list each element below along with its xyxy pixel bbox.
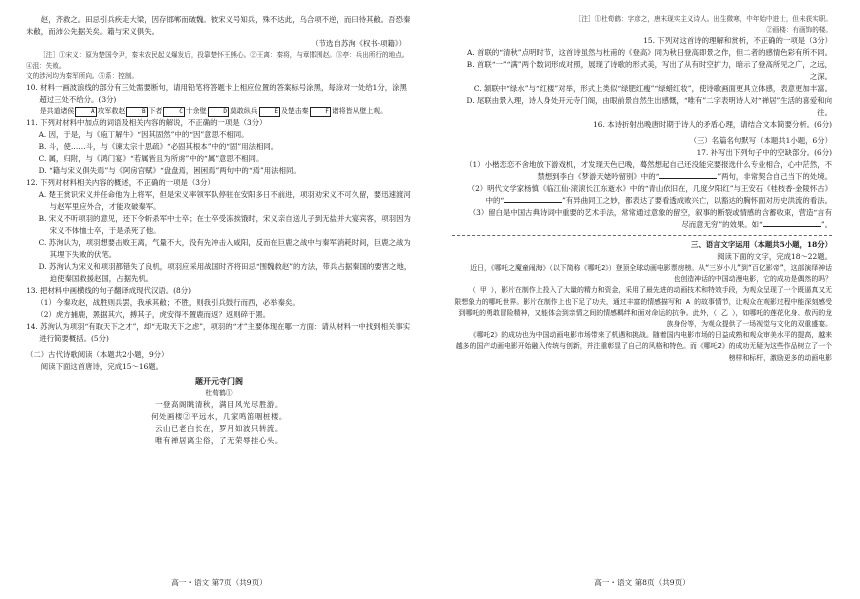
left-column (26, 14, 412, 447)
poem-line: 何处画楼②平远水，几家鸣笛咽桩楼。 (151, 411, 287, 421)
passage-note: ［注］①宋义：原为楚国令尹，秦末农民起义爆发后，投靠楚怀王熊心。②王离：秦将，与章邯围赵。③亭：兵出所行的地点。④沮：失败。 (26, 50, 409, 70)
reading-paragraph-2: （ 甲 ），影片在制作上投入了大量的精力和资金，采用了最先进的动画技术和特效手段，为观众呈现了一个既逼真又无限想象力的哪吒世界。影片在制作上也下足了功夫，通过丰富的情感描写和 A 的故事情节，让观众在观影过程中能深刻感受到哪吒的勇敢冒险精神，又能体会到亲情之间的情感羁绊和面对命运的抗争。此外，（ 乙 ），如哪吒的莲花化身、敖丙的龙族身份等，为观众提供了一场视觉与文化的双重盛宴。 (454, 286, 832, 328)
section-poetry-heading: （二）古代诗歌阅读（本题共2小题，9分） (26, 349, 169, 359)
right-column (452, 14, 838, 364)
section-language-intro: 阅读下面的文字，完成18～22题。 (717, 252, 832, 262)
section-dictation-heading: （三）名篇名句默写（本题共1小题，6分） (689, 136, 832, 146)
q11-option-c: C. 属，归附，与《鸿门宴》“若属皆且为所虏”中的“属”意思不相同。 (38, 154, 264, 164)
answer-blank[interactable] (504, 196, 562, 203)
q11-option-a: A. 因，于是，与《庖丁解牛》“因其固然”中的“因”意思不相同。 (38, 130, 249, 140)
passage-note-cont: 文的涉河均为秦军所向。⑤系：控制。 (26, 72, 139, 81)
q15-option-c: C. 颔联中“绿水”与“红楼”对举，形式上类似“绿肥红瘦”“绿蜡红妆”，使诗歌画面更具立体感，表意更加丰富。 (473, 84, 832, 94)
break-mark-e[interactable]: E (259, 107, 280, 117)
poem-note: ［注］①杜荀鹤：字彦之，唐末现实主义诗人。出生微寒，中年始中进士，但未获实职。 (574, 15, 832, 23)
q17-item-3: （3）留白是中国古典诗词中重要的艺术手法，常常通过意象的留空，叙事的断裂或情感的含蓄收束，营造“言有尽而意无穷”的效果。如“ ”。 (468, 208, 832, 230)
q12-option-c: C. 苏洵认为，项羽想要击败王离，气量不大，没有先冲击入咸阳，反而在巨鹿之战中与秦军消耗时间，巨鹿之战为其埋下失败的伏笔。 (38, 237, 411, 259)
q17-item-2: （2）明代文学家杨慎《临江仙·滚滚长江东逝水》中的“青山依旧在，几度夕阳红”与王安石《桂枝香·金陵怀古》中的“ ”有异曲同工之妙，都表达了要看透成败兴亡，以豁达的胸怀面对历史洪流的看法。 (467, 184, 832, 206)
q11-option-b: B. 斗，使……斗，与《谏太宗十思疏》“必固其根本”中的“固”用法相同。 (38, 142, 279, 152)
break-mark-f[interactable]: F (310, 107, 331, 117)
reading-paragraph-3: 《哪吒2》的成功也为中国动画电影市场带来了机遇和挑战。随着国内电影市场的日益成熟和观众审美水平的提高，越来越多的国产动画电影开始融入传统与创新，并注重彰显了自己的风格和特色。而《哪吒2》的成功无疑为这些作品树立了一个榜样和标杆，激励更多的动画电影 (455, 331, 832, 362)
q15-option-d: D. 尾联由景入理，诗人身处开元寺门阁，由眼前景自然生出感慨，“唯有”二字表明诗人对“禅居”生活的喜爱和向往。 (466, 96, 832, 118)
poem-line: 一登高阁眺清秋，满目风光尽胜游。 (155, 399, 283, 409)
reading-paragraph-1: 近日，《哪吒之魔童闹海》（以下简称《哪吒2》）登顶全球动画电影票房榜。从“三岁小儿”到“百亿影帝”，这部演绎神话也创造神话的中国动漫电影，它的成功是偶然的吗？ (470, 264, 832, 284)
poem-line: 唯有禅居离尘俗，了无荣辱挂心头。 (155, 435, 283, 445)
q11-option-d: D. “籍与宋义俱失焉”与《阿房宫赋》“盘盘焉，困困焉”两句中的“焉”用法相同。 (38, 166, 301, 176)
q12-option-b: B. 宋义不听项羽的意见，还下令斩杀军中士卒；在士卒受冻挨饿时，宋义亲自送儿子到无盐并大宴宾客，项羽因为宋义不体恤士卒，于是杀死了他。 (38, 214, 411, 235)
q13-item-2: （2）虎方捕鹿，罴据其穴，搏其子，虎安得不置鹿而返？返则碎于罴。 (36, 309, 271, 319)
question-16: 16. 本诗折射出晚唐时期于诗人的矛盾心理，请结合文本简要分析。(6分) (593, 120, 832, 130)
q12-option-d: D. 苏洵认为宋义和项羽都错失了良机，项羽应采用战国时齐将田忌“围魏救赵”的方法，带兵占据秦国的要害之地，迫使秦国救援赵国，占据先机。 (38, 261, 412, 283)
answer-blank[interactable] (763, 220, 821, 227)
q17-item-1: （1）小楷恋恋不舍地放下游戏机，才发现天色已晚，蓦然想起自己还没能完要报选什么专业相合，心中茫然，不禁想到李白《梦游天姥吟留别》中的“ ”两句，非常契合自己当下的处境。 (465, 160, 832, 182)
answer-blank[interactable] (659, 172, 717, 179)
question-15: 15. 下列对这首诗的理解和赏析，不正确的一项是（3分） (643, 36, 832, 46)
q15-option-a: A. 首联的“清秋”点明时节，这首诗虽然与杜甫的《登高》同为秋日登高即景之作，但二者的感情色彩有所不同。 (467, 48, 832, 58)
break-mark-b[interactable]: B (126, 107, 147, 117)
section-poetry-intro: 阅读下面这首唐诗，完成15～16题。 (40, 361, 164, 371)
break-mark-c[interactable]: C (163, 107, 184, 117)
break-mark-d[interactable]: D (208, 107, 229, 117)
q12-option-a: A. 楚王赏识宋义并任命他为上将军，但是宋义率领军队停驻在安阳多日不前进，项羽劝宋义不可久留，要迅速渡河与赵军里应外合，才能攻破秦军。 (38, 190, 411, 212)
question-11: 11. 下列对材料中加点的词语及相关内容的解说，不正确的一项是（3分） (26, 118, 267, 128)
question-14: 14. 苏洵认为项羽“有取天下之才”，却“无取天下之虑”，项羽的“才”主要体现在哪一方面：请从材料一中找到相关事实进行简要概括。(5分) (26, 321, 411, 343)
q10-sentence: 是共道诸侯 A 攻军救赵 B 下者 C 十余壁 D 莫敢纵兵 E 及楚击秦 F 诸将皆从壁上观。 (39, 106, 388, 115)
question-13: 13. 把材料中画横线的句子翻译成现代汉语。(8分) (26, 285, 191, 295)
section-language-heading: 三、语言文字运用（本题共5小题，18分） (452, 235, 832, 251)
question-10: 10. 材料一画波浪线的部分有三处需要断句，请用铅笔将答题卡上相应位置的答案标号涂黑，每涂对一处给1分，涂黑超过三处不给分。(3分) (26, 82, 407, 104)
page-footer-right: 高一・语文 第8页（共9页） (594, 578, 690, 587)
q15-option-b: B. 首联“一”“满”两个数词形成对照，展现了诗歌的形式美，写出了从有时空扩力，暗示了登高所见之广，之远，之深。 (466, 60, 832, 82)
question-17: 17. 补写出下列句子中的空缺部分。(6分) (696, 148, 832, 158)
page-footer-left: 高一・语文 第7页（共9页） (171, 578, 267, 587)
poem-line: 云山已老白长在，罗月如波只转流。 (155, 423, 283, 433)
q13-item-1: （1）今秦攻赵，战胜则兵罢，我承其敝；不胜，则我引兵鼓行而西，必举秦矣。 (36, 297, 300, 307)
poem-note-2: ②画楼：有画饰的楼。 (766, 25, 832, 34)
break-mark-a[interactable]: A (75, 107, 96, 117)
poem-author: 杜荀鹤① (205, 388, 233, 397)
passage-continuation: 赵，齐救之。田忌引兵疾走大梁，因存邯郸而破魏。彼宋义号知兵，殊不达此，乌合项不逆，而曰待其敝。吾恐秦未敝，而沛公先据关矣。籍与宋义俱失。 (26, 15, 411, 36)
question-12: 12. 下列对材料相关内容的概述，不正确的一项是（3分） (26, 178, 215, 188)
poem-title: 题开元寺门阁 (195, 375, 243, 386)
passage-source: （节选自苏洵《权书·项籍》） (311, 38, 406, 48)
